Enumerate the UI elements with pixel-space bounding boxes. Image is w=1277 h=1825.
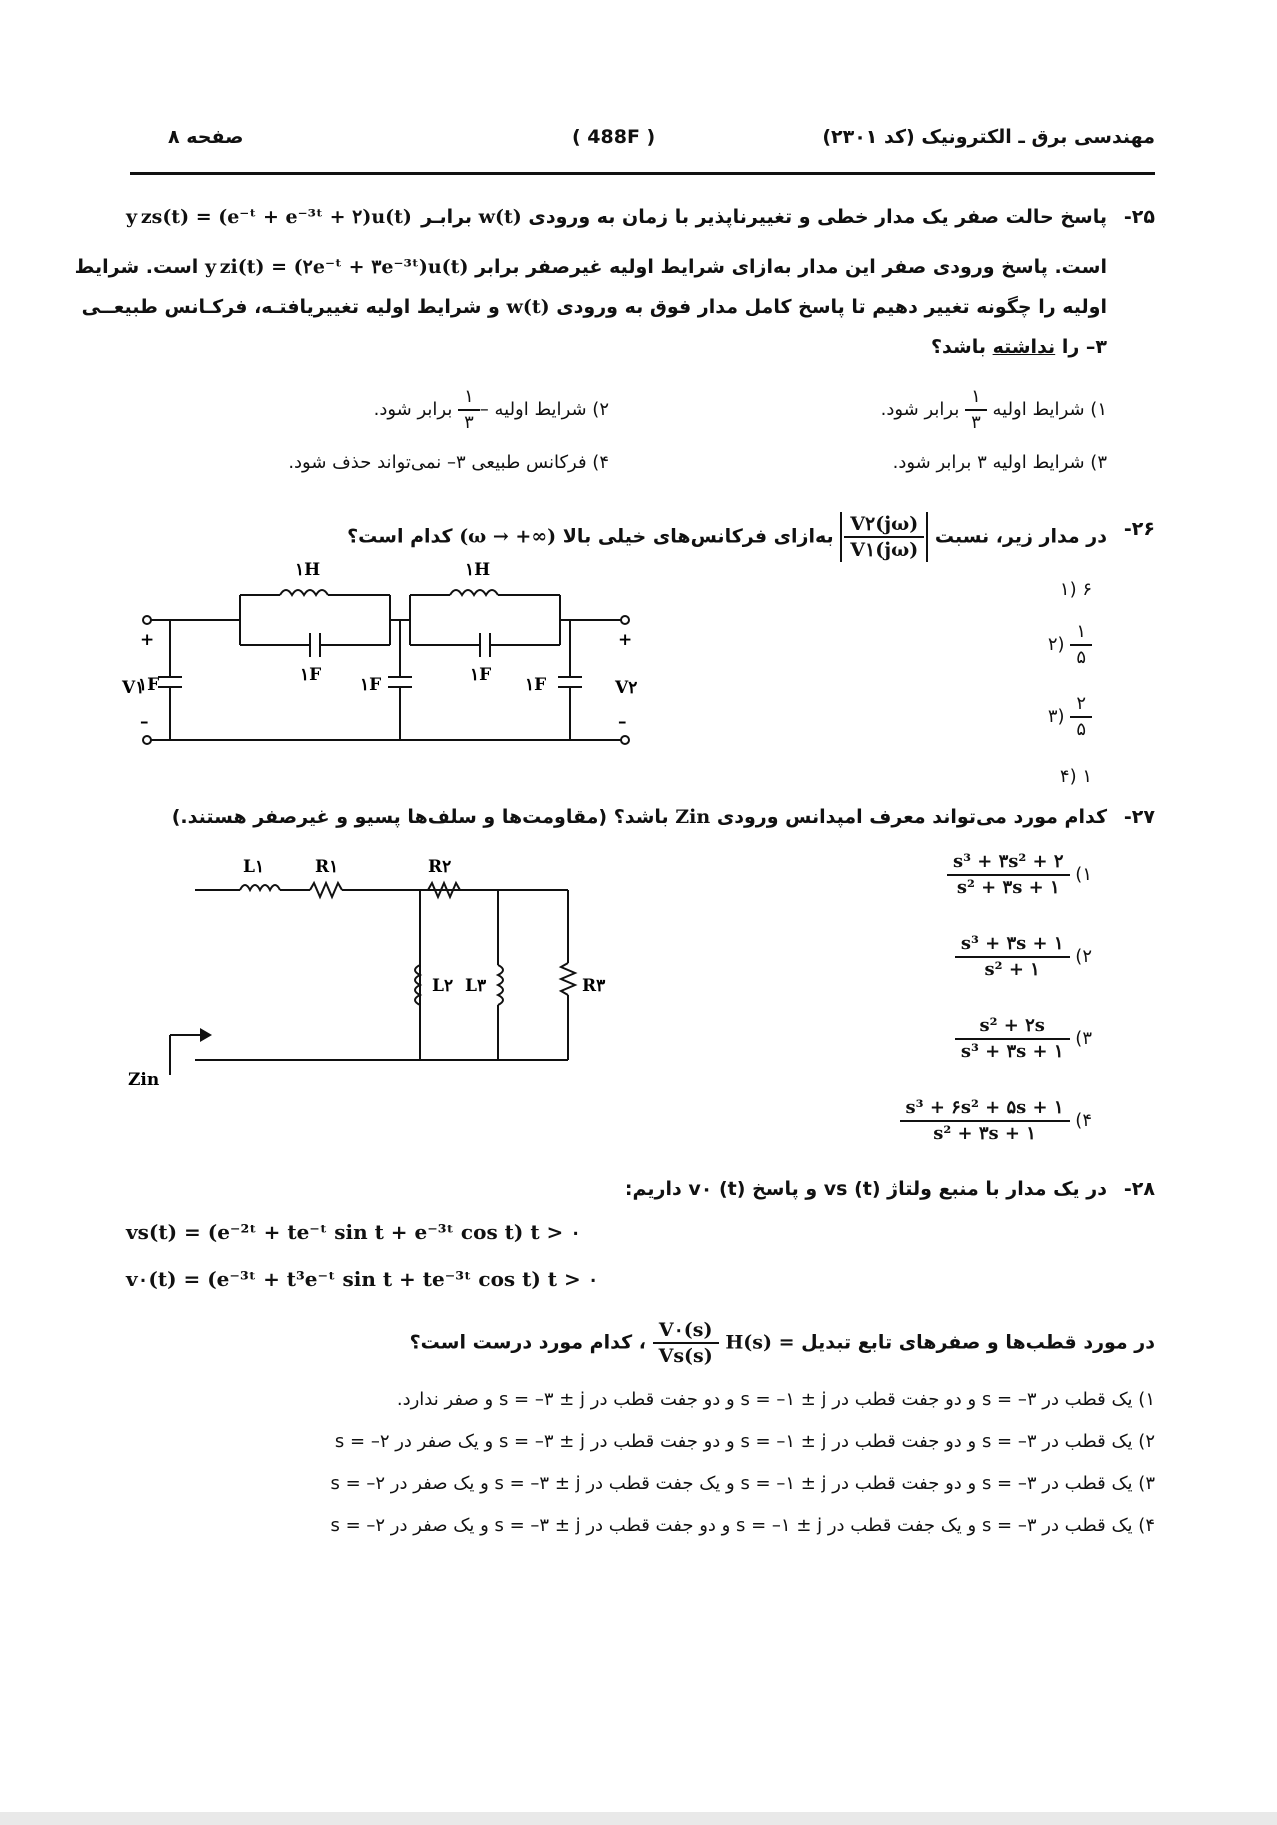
q26-C2-label: ۱F bbox=[360, 675, 382, 695]
q27-option-2[interactable]: ۲) $\frac{\text{s³ + ۳s + ۱}}{\text{s² + ۱}}$ bbox=[955, 932, 1092, 982]
q25-number: -۲۵ bbox=[1123, 206, 1155, 228]
header-code: ( 488F ) bbox=[572, 126, 656, 148]
header-divider bbox=[130, 172, 1155, 175]
svg-text:+: + bbox=[140, 630, 155, 650]
q28-number: -۲۸ bbox=[1123, 1178, 1155, 1200]
q25-input-w: w(t) bbox=[478, 206, 522, 228]
q28-question: در مورد قطب‌ها و صفرهای تابع تبدیل H(s) = $\frac{V۰(s)}{Vs(s)}$ ، کدام مورد درست است؟ bbox=[409, 1319, 1155, 1367]
q27-impedance-circuit bbox=[120, 845, 640, 1095]
q26-L2-label: ۱H bbox=[465, 560, 491, 580]
q27-option-4[interactable]: ۴) $\frac{\text{s³ + ۶s² + ۵s + ۱}}{\text{s² + ۳s + ۱}}$ bbox=[900, 1096, 1092, 1146]
q26-number: -۲۶ bbox=[1123, 518, 1155, 540]
q27-option-3[interactable]: ۳) $\frac{\text{s² + ۲s}}{\text{s³ + ۳s + ۱}}$ bbox=[955, 1014, 1092, 1064]
q26-option-3[interactable]: ۳) $\frac{۲}{۵}$ bbox=[1048, 692, 1092, 742]
q28-transfer-fraction: $\frac{V۰(s)}{Vs(s)}$ bbox=[653, 1318, 719, 1368]
q27-option-1[interactable]: ۱) $\frac{\text{s³ + ۳s² + ۲}}{\text{s² + ۳s + ۱}}$ bbox=[947, 850, 1092, 900]
q25-line1: پاسخ حالت صفر یک مدار خطی و تغییرناپذیر با زمان به ورودی w(t) برابـر bbox=[421, 206, 1107, 228]
q27-R3-label: R۳ bbox=[582, 976, 606, 996]
q27-Zin-label: Zin bbox=[128, 1070, 160, 1090]
q25-line4: ۳– را نداشته باشد؟ bbox=[931, 336, 1107, 358]
q28-option-1[interactable]: ۱) یک قطب در s = –۳ و دو جفت قطب در s = –۱ ± j و دو جفت قطب در s = –۳ ± j و صفر ندارد. bbox=[396, 1389, 1155, 1410]
q26-ladder-circuit bbox=[120, 555, 660, 755]
q27-L3-label: L۳ bbox=[465, 976, 487, 996]
q25-option-2[interactable]: ۲) شرایط اولیه – $\frac{۱}{۳}$ برابر شود. bbox=[373, 386, 609, 433]
q28-option-2[interactable]: ۲) یک قطب در s = –۳ و دو جفت قطب در s = –۱ ± j و دو جفت قطب در s = –۳ ± j و یک صفر در s = –۲ bbox=[334, 1431, 1155, 1452]
q26-option-4[interactable]: ۴) ۱ bbox=[1059, 766, 1092, 787]
header-subject: مهندسی برق ـ الکترونیک (کد ۲۳۰۱) bbox=[822, 126, 1155, 148]
q25-line2: است. پاسخ ورودی صفر این مدار به‌ازای شرایط اولیه غیرصفر برابر y zi(t) = (۲e⁻ᵗ + ۳e⁻³ᵗ)u(t) است. شرایط bbox=[74, 256, 1107, 278]
q27-R2-label: R۲ bbox=[428, 857, 452, 877]
svg-text:–: – bbox=[618, 712, 627, 732]
svg-text:+: + bbox=[618, 630, 633, 650]
q25-yzs: y zs(t) = (e⁻ᵗ + e⁻³ᵗ + ۲)u(t) bbox=[126, 206, 412, 228]
q26-V2-label: V۲ bbox=[615, 678, 638, 698]
q26-V1-label: V۱ bbox=[122, 678, 145, 698]
q28-option-4[interactable]: ۴) یک قطب در s = –۳ و یک جفت قطب در s = –۱ ± j و دو جفت قطب در s = –۳ ± j و یک صفر در s = –۲ bbox=[330, 1515, 1155, 1536]
q26-Cs1-label: ۱F bbox=[300, 665, 322, 685]
q26-Cs2-label: ۱F bbox=[470, 665, 492, 685]
q25-line3: اولیه را چگونه تغییر دهیم تا پاسخ کامل مدار فوق به ورودی w(t) و شرایط اولیه تغییریافتـه، فرکـانس طبیعــی bbox=[81, 296, 1107, 318]
q25-opt2-fraction: $\frac{۱}{۳}$ bbox=[458, 385, 480, 435]
q25-option-1[interactable]: ۱) شرایط اولیه $\frac{۱}{۳}$ برابر شود. bbox=[880, 386, 1107, 433]
q27-question: کدام مورد می‌تواند معرف امپدانس ورودی Zin باشد؟ (مقاومت‌ها و سلف‌ها پسیو و غیرصفر هستند.) bbox=[171, 806, 1107, 828]
q25-option-4[interactable]: ۴) فرکانس طبیعی ۳– نمی‌تواند حذف شود. bbox=[288, 452, 609, 473]
header-page-number: صفحه ۸ bbox=[168, 126, 244, 148]
q27-number: -۲۷ bbox=[1123, 806, 1155, 828]
svg-text:–: – bbox=[140, 712, 149, 732]
q26-option-1[interactable]: ۱) ۶ bbox=[1059, 579, 1092, 600]
q25-opt1-fraction: $\frac{۱}{۳}$ bbox=[965, 385, 987, 435]
q27-L2-label: L۲ bbox=[432, 976, 454, 996]
q26-C1-label: ۱F bbox=[138, 675, 160, 695]
q26-C3-label: ۱F bbox=[525, 675, 547, 695]
q28-vo-equation: v۰(t) = (e⁻³ᵗ + t³e⁻ᵗ sin t + te⁻³ᵗ cos t) t > ۰ bbox=[126, 1267, 599, 1291]
q25-yzi: y zi(t) = (۲e⁻ᵗ + ۳e⁻³ᵗ)u(t) bbox=[204, 256, 469, 278]
q25-option-3[interactable]: ۳) شرایط اولیه ۳ برابر شود. bbox=[892, 452, 1107, 473]
q26-ratio: $\frac{V۲(j\omega)}{V۱(j\omega)}$ bbox=[844, 512, 924, 562]
q26-L1-label: ۱H bbox=[295, 560, 321, 580]
q28-intro: در یک مدار با منبع ولتاژ (t) vs و پاسخ (t) v۰ داریم: bbox=[624, 1178, 1107, 1200]
q26-question: در مدار زیر، نسبت $\frac{V۲(j\omega)}{V۱(j\omega)}$ به‌ازای فرکانس‌های خیلی بالا (ω → +∞) کدام است؟ bbox=[347, 513, 1107, 561]
q28-option-3[interactable]: ۳) یک قطب در s = –۳ و دو جفت قطب در s = –۱ ± j و یک جفت قطب در s = –۳ ± j و یک صفر در s = –۲ bbox=[330, 1473, 1155, 1494]
q28-vs-equation: vs(t) = (e⁻²ᵗ + te⁻ᵗ sin t + e⁻³ᵗ cos t) t > ۰ bbox=[126, 1220, 581, 1244]
q27-L1-label: L۱ bbox=[243, 857, 265, 877]
q27-R1-label: R۱ bbox=[315, 857, 339, 877]
page-bottom-edge bbox=[0, 1812, 1277, 1825]
q26-option-2[interactable]: ۲) $\frac{۱}{۵}$ bbox=[1048, 620, 1092, 670]
